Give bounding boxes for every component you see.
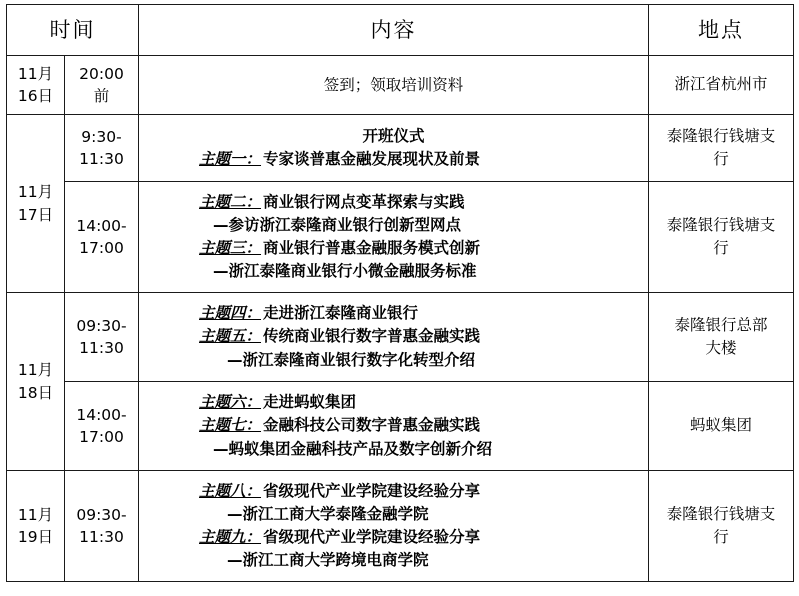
row4-topic5-sub: —浙江泰隆商业银行数字化转型介绍 [227, 350, 476, 369]
row3-topic3-sub: —浙江泰隆商业银行小微金融服务标准 [213, 262, 477, 281]
row1-date-line1: 11月 [17, 64, 54, 83]
row2-time [65, 115, 139, 182]
row4-date-line2: 18日 [17, 383, 54, 402]
row6-topic9-sub: —浙江工商大学跨境电商学院 [227, 551, 429, 570]
table-header-row [7, 5, 794, 56]
table-row [7, 115, 794, 182]
table-row [7, 382, 794, 471]
row4-topic5-label: 主题五： [199, 327, 262, 346]
row6-time-line2: 11:30 [79, 528, 124, 546]
row1-time [65, 56, 139, 115]
row4-content [139, 293, 649, 382]
row6-date-line1: 11月 [17, 505, 54, 524]
row2-date-line2: 17日 [17, 205, 54, 224]
row6-topic8 [143, 480, 644, 503]
row4-date-line1: 11月 [17, 361, 54, 380]
row6-place-line1: 泰隆银行钱塘支 [666, 504, 776, 523]
row6-content [139, 471, 649, 582]
row5-topic7-text: 金融科技公司数字普惠金融实践 [263, 416, 481, 435]
row1-place: 浙江省杭州市 [649, 56, 794, 115]
row3-topic2-sub: —参访浙江泰隆商业银行创新型网点 [213, 215, 462, 234]
row2-place [649, 115, 794, 182]
row6-date-line2: 19日 [17, 528, 54, 546]
row1-date [7, 56, 65, 115]
row2-place-line1: 泰隆银行钱塘支 [666, 126, 776, 145]
row4-time [65, 293, 139, 382]
row6-date [7, 471, 65, 582]
row3-time-line2: 17:00 [79, 239, 124, 257]
row4-topic4-text: 走进浙江泰隆商业银行 [263, 304, 419, 323]
row4-time-line2: 11:30 [79, 339, 124, 357]
row2-topic1-text: 专家谈普惠金融发展现状及前景 [263, 150, 481, 168]
row6-topic9-text: 省级现代产业学院建设经验分享 [263, 528, 481, 546]
row4-topic4 [143, 302, 644, 325]
row6-topic9 [143, 526, 644, 549]
row3-topic3 [143, 237, 644, 260]
row6-topic8-label: 主题八： [199, 481, 262, 500]
row4-topic5 [143, 325, 644, 348]
table-row [7, 182, 794, 293]
row5-topic7 [143, 414, 644, 437]
row3-time-line1: 14:00- [76, 216, 127, 235]
row4-place-line1: 泰隆银行总部 [674, 315, 768, 334]
row1-time-line2: 前 [93, 87, 110, 105]
row5-time-line2: 17:00 [79, 428, 124, 446]
row6-time-line1: 09:30- [76, 505, 127, 524]
row4-place-line2: 大楼 [705, 339, 737, 357]
header-content: 内容 [139, 5, 649, 56]
row5-topic7-label: 主题七： [199, 416, 262, 435]
row3-topic2-label: 主题二： [199, 192, 262, 211]
row5-topic6-label: 主题六： [199, 393, 262, 412]
row3-place-line2: 行 [713, 239, 729, 257]
row4-time-line1: 09:30- [76, 316, 127, 335]
row6-time [65, 471, 139, 582]
row5-time [65, 382, 139, 471]
row2-place-line2: 行 [713, 150, 729, 168]
row4-topic4-label: 主题四： [199, 304, 262, 323]
row4-date [7, 293, 65, 471]
row1-time-line1: 20:00 [79, 64, 124, 83]
row4-topic5-text: 传统商业银行数字普惠金融实践 [263, 327, 481, 346]
row5-topic6 [143, 391, 644, 414]
table-row [7, 56, 794, 115]
row2-content [139, 115, 649, 182]
row5-topic6-text: 走进蚂蚁集团 [263, 393, 357, 412]
row3-topic2 [143, 191, 644, 214]
row2-time-line1: 9:30- [81, 127, 122, 146]
table-row [7, 293, 794, 382]
row6-topic8-text: 省级现代产业学院建设经验分享 [263, 481, 481, 500]
row5-place: 蚂蚁集团 [649, 382, 794, 471]
schedule-table [6, 4, 794, 582]
row2-title: 开班仪式 [362, 126, 425, 145]
row2-time-line2: 11:30 [79, 150, 124, 168]
header-time: 时间 [7, 5, 139, 56]
row2-date-line1: 11月 [17, 183, 54, 202]
row3-time [65, 182, 139, 293]
row4-place [649, 293, 794, 382]
row6-topic9-label: 主题九： [199, 528, 262, 546]
row1-content: 签到；领取培训资料 [139, 56, 649, 115]
row5-content [139, 382, 649, 471]
row3-topic3-label: 主题三： [199, 239, 262, 257]
row3-place [649, 182, 794, 293]
row1-date-line2: 16日 [17, 87, 54, 105]
row3-topic3-text: 商业银行普惠金融服务模式创新 [263, 239, 481, 257]
row3-topic2-text: 商业银行网点变革探索与实践 [263, 192, 465, 211]
table-row [7, 471, 794, 582]
row6-place [649, 471, 794, 582]
row6-topic8-sub: —浙江工商大学泰隆金融学院 [227, 504, 429, 523]
row5-topic7-sub: —蚂蚁集团金融科技产品及数字创新介绍 [213, 439, 493, 458]
row5-time-line1: 14:00- [76, 405, 127, 424]
row3-place-line1: 泰隆银行钱塘支 [666, 215, 776, 234]
row3-content [139, 182, 649, 293]
row2-date [7, 115, 65, 293]
row6-place-line2: 行 [713, 528, 729, 546]
row2-topic1-label: 主题一： [199, 150, 262, 168]
header-place: 地点 [649, 5, 794, 56]
row2-topic1 [143, 148, 644, 171]
